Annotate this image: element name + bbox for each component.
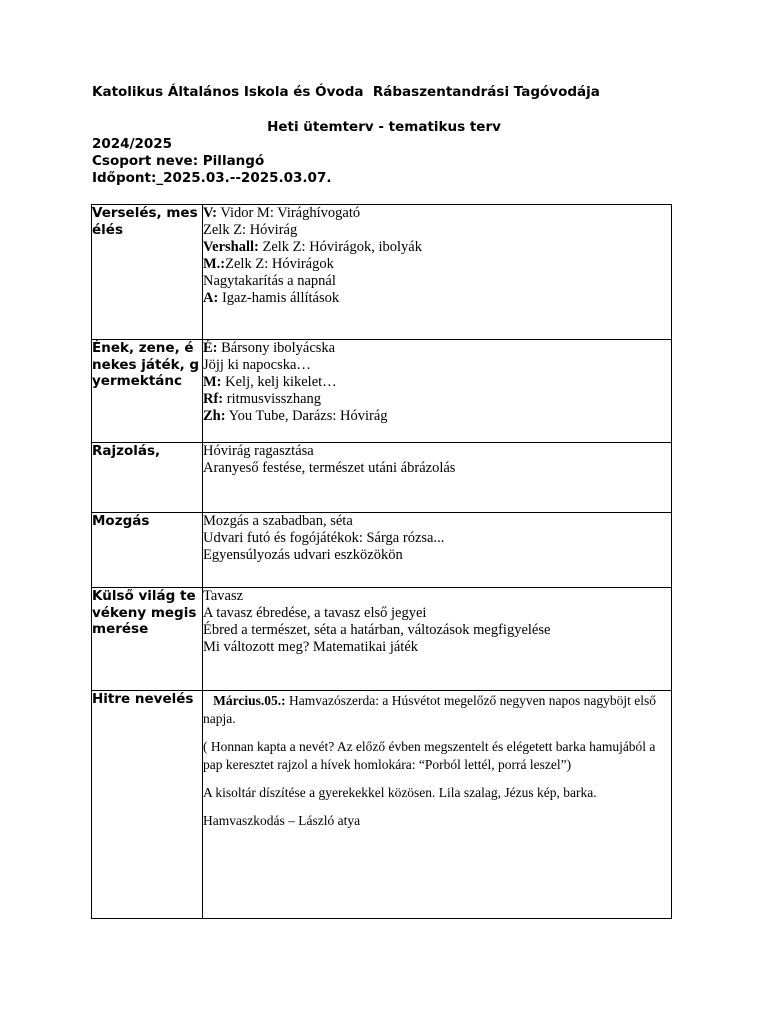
document-meta <box>92 136 331 187</box>
content-line: Egyensúlyozás udvari eszközökön <box>203 547 403 563</box>
content-line: Aranyeső festése, természet utáni ábrázolás <box>203 460 456 476</box>
content-line: Zh: You Tube, Darázs: Hóvirág <box>203 408 388 424</box>
row-label: Külső világ tevékeny megismerése <box>92 588 197 637</box>
table-row <box>92 340 672 443</box>
row-label: Ének, zene, énekes játék, gyermektánc <box>92 340 200 389</box>
school-title: Katolikus Általános Iskola és Óvoda Rábaszentandrási Tagóvodája <box>92 84 600 100</box>
table-row <box>92 588 672 691</box>
document-subtitle: Heti ütemterv - tematikus terv <box>267 119 501 135</box>
period: Időpont:_2025.03.--2025.03.07. <box>92 170 332 186</box>
content-line: V: Vidor M: Virághívogató <box>203 205 361 221</box>
content-line: M.:Zelk Z: Hóvirágok <box>203 256 334 272</box>
row-label: Verselés, mesélés <box>92 205 198 238</box>
row-label: Mozgás <box>92 513 150 529</box>
content-line: Tavasz <box>203 588 244 604</box>
content-line: Jöjj ki napocska… <box>203 357 311 373</box>
content-line: Vershall: Zelk Z: Hóvirágok, ibolyák <box>203 239 422 255</box>
content-paragraph: Március.05.: Hamvazószerda: a Húsvétot megelőző negyven napos nagyböjt első napja. <box>203 693 657 726</box>
weekly-plan-table <box>91 204 672 919</box>
content-paragraph: A kisoltár díszítése a gyerekekkel közösen. Lila szalag, Jézus kép, barka. <box>203 785 597 800</box>
row-label: Hitre nevelés <box>92 691 194 707</box>
content-line: Udvari futó és fogójátékok: Sárga rózsa... <box>203 530 445 546</box>
table-row <box>92 443 672 513</box>
content-paragraph: Hamvaszkodás – László atya <box>203 813 361 828</box>
group-name: Csoport neve: Pillangó <box>92 153 265 169</box>
content-line: Mozgás a szabadban, séta <box>203 513 353 529</box>
table-row <box>92 691 672 919</box>
content-line: M: Kelj, kelj kikelet… <box>203 374 337 390</box>
content-line: É: Bársony ibolyácska <box>203 340 336 356</box>
table-row <box>92 205 672 340</box>
content-line: Nagytakarítás a napnál <box>203 273 336 289</box>
content-line: Ébred a természet, séta a határban, változások megfigyelése <box>203 622 551 638</box>
content-line: A: Igaz-hamis állítások <box>203 290 340 306</box>
content-paragraph: ( Honnan kapta a nevét? Az előző évben megszentelt és elégetett barka hamujából a pap keresztet rajzol a hívek homlokára: “Porból lettél, porrá leszel”) <box>203 739 656 772</box>
table-row <box>92 513 672 588</box>
content-line: Zelk Z: Hóvirág <box>203 222 298 238</box>
content-line: Hóvirág ragasztása <box>203 443 314 459</box>
content-line: Rf: ritmusvisszhang <box>203 391 322 407</box>
content-line: A tavasz ébredése, a tavasz első jegyei <box>203 605 427 621</box>
school-year: 2024/2025 <box>92 136 173 152</box>
content-line: Mi változott meg? Matematikai játék <box>203 639 419 655</box>
row-label: Rajzolás, <box>92 443 161 459</box>
